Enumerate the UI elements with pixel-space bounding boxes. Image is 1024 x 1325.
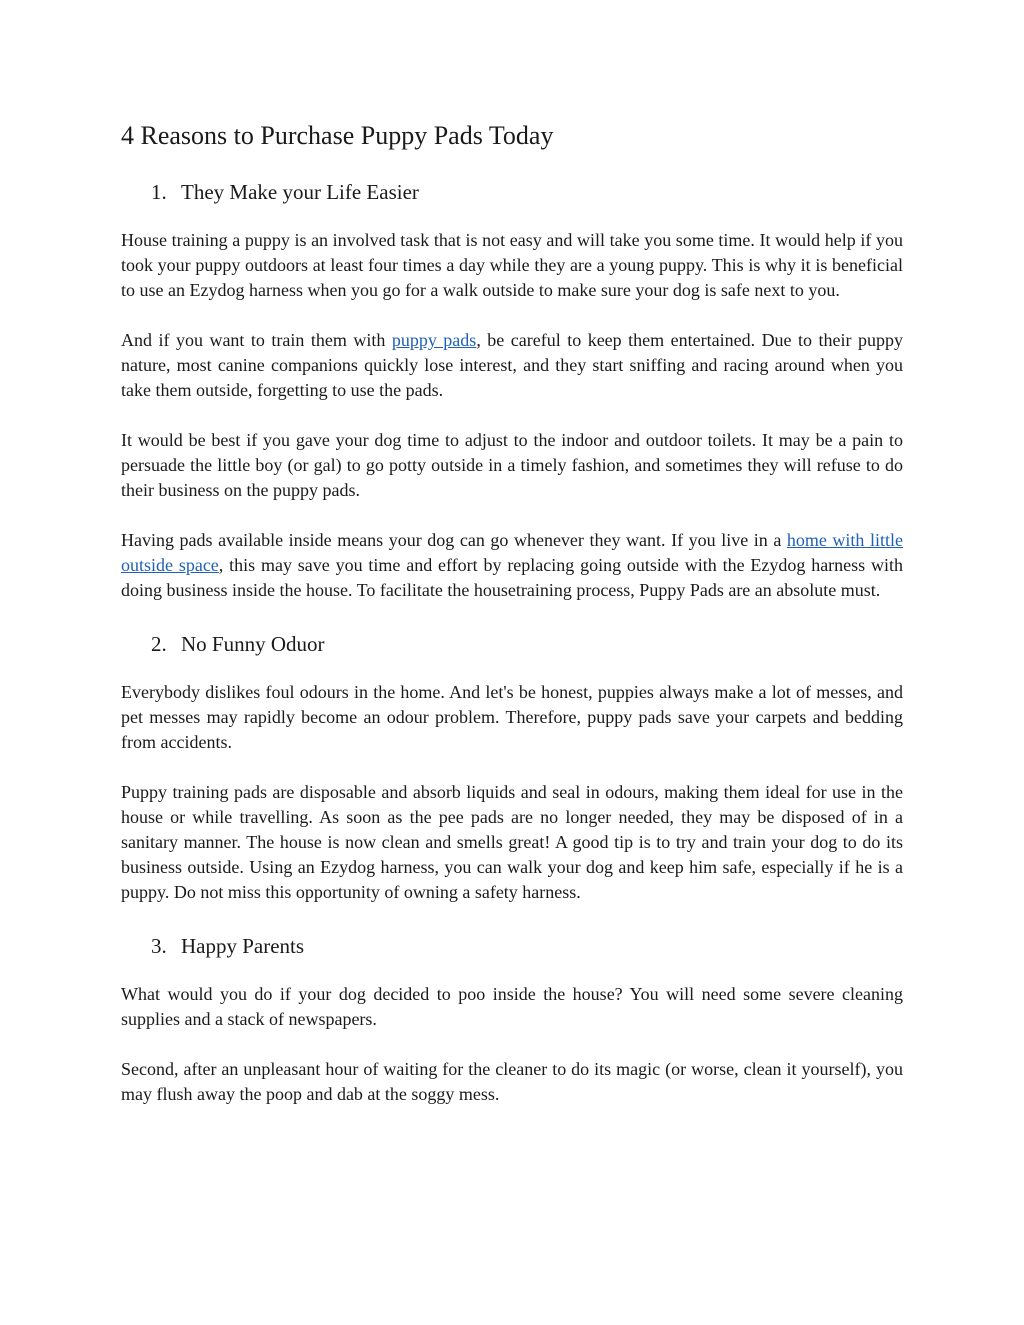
section-heading-1 xyxy=(121,178,903,206)
section-title: They Make your Life Easier xyxy=(181,180,419,204)
paragraph: House training a puppy is an involved task that is not easy and will take you some time. It would help if you took your puppy outdoors at least four times a day while they are a young puppy. This is why it is beneficial to use an Ezydog harness when you go for a walk outside to make sure your dog is safe next to you. xyxy=(121,230,903,300)
section-title: No Funny Oduor xyxy=(181,632,325,656)
paragraph xyxy=(121,328,903,403)
paragraph-text: Having pads available inside means your dog can go whenever they want. If you live in a xyxy=(121,530,787,550)
section-number: 3. xyxy=(151,934,167,958)
section-number: 1. xyxy=(151,180,167,204)
home-outside-space-link[interactable]: home with little outside space xyxy=(121,530,903,575)
section-heading-2 xyxy=(121,630,903,658)
section-title: Happy Parents xyxy=(181,934,305,958)
paragraph xyxy=(121,528,903,603)
paragraph: What would you do if your dog decided to poo inside the house? You will need some severe cleaning supplies and a stack of newspapers. xyxy=(121,984,903,1029)
paragraph-text: , be careful to keep them entertained. Due to their puppy nature, most canine companions quickly lose interest, and they start sniffing and racing around when you take them outside, forgetting to use the pads. xyxy=(121,330,903,400)
paragraph: Second, after an unpleasant hour of waiting for the cleaner to do its magic (or worse, clean it yourself), you may flush away the poop and dab at the soggy mess. xyxy=(121,1059,903,1104)
paragraph: Puppy training pads are disposable and absorb liquids and seal in odours, making them ideal for use in the house or while travelling. As soon as the pee pads are no longer needed, they may be disposed of in a sanitary manner. The house is now clean and smells great! A good tip is to try and train your dog to do its business outside. Using an Ezydog harness, you can walk your dog and keep him safe, especially if he is a puppy. Do not miss this opportunity of owning a safety harness. xyxy=(121,782,903,902)
section-heading-3 xyxy=(121,932,903,960)
document-page xyxy=(121,118,903,1107)
section-number: 2. xyxy=(151,632,167,656)
puppy-pads-link[interactable]: puppy pads xyxy=(391,330,477,350)
paragraph-text: And if you want to train them with xyxy=(121,330,392,350)
paragraph: Everybody dislikes foul odours in the home. And let's be honest, puppies always make a lot of messes, and pet messes may rapidly become an odour problem. Therefore, puppy pads save your carpets and bedding from accidents. xyxy=(121,682,903,752)
document-title: 4 Reasons to Purchase Puppy Pads Today xyxy=(121,121,554,150)
paragraph-text: , this may save you time and effort by replacing going outside with the Ezydog harness with doing business inside the house. To facilitate the housetraining process, Puppy Pads are an absolute must. xyxy=(121,555,904,600)
paragraph: It would be best if you gave your dog time to adjust to the indoor and outdoor toilets. It may be a pain to persuade the little boy (or gal) to go potty outside in a timely fashion, and sometimes they will refuse to do their business on the puppy pads. xyxy=(121,430,903,500)
